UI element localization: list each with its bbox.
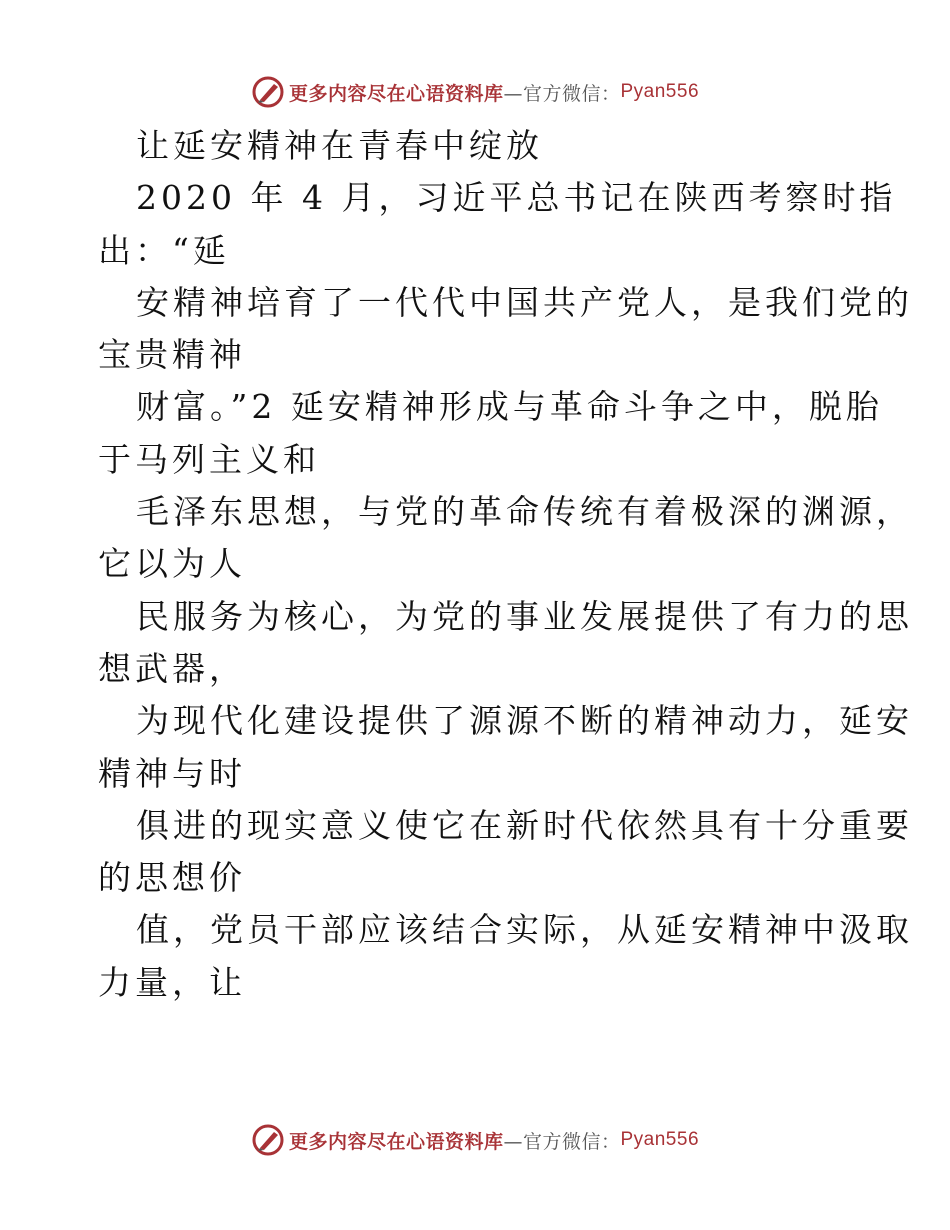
- watermark-separator-text: —官方微信：: [503, 82, 621, 105]
- watermark-main-text: 更多内容尽在心语资料库: [288, 82, 504, 105]
- watermark-account-text: Pyan556: [620, 1129, 700, 1150]
- text-line: 值，党员干部应该结合实际，从延安精神中汲取: [136, 910, 913, 950]
- text-line: 毛泽东思想，与党的革命传统有着极深的渊源，: [136, 492, 913, 532]
- footer-watermark: [0, 1120, 950, 1160]
- text-line: 为现代化建设提供了源源不断的精神动力，延安: [136, 701, 913, 741]
- text-line: 财富。”2 延安精神形成与革命斗争之中，脱胎: [136, 387, 883, 427]
- text-line: 的思想价: [98, 858, 246, 898]
- text-line: 精神与时: [98, 753, 246, 793]
- pen-logo-icon: [251, 75, 285, 109]
- text-line: 2020 年 4 月，习近平总书记在陕西考察时指: [136, 178, 897, 218]
- text-line: 宝贵精神: [98, 335, 246, 375]
- text-line: 安精神培育了一代代中国共产党人，是我们党的: [136, 282, 913, 322]
- document-body: [98, 120, 913, 1009]
- text-line: 出：“延: [98, 230, 230, 270]
- watermark-separator-text: —官方微信：: [503, 1130, 621, 1153]
- text-line: 想武器，: [98, 648, 246, 688]
- watermark-main-text: 更多内容尽在心语资料库: [288, 1130, 504, 1153]
- text-line: 力量，让: [98, 962, 246, 1002]
- header-watermark: [0, 72, 950, 112]
- document-title: 让延安精神在青春中绽放: [136, 126, 543, 165]
- pen-logo-icon: [251, 1123, 285, 1157]
- text-line: 于马列主义和: [98, 439, 320, 479]
- watermark-account-text: Pyan556: [620, 81, 700, 102]
- text-line: 民服务为核心，为党的事业发展提供了有力的思: [136, 596, 913, 636]
- text-line: 俱进的现实意义使它在新时代依然具有十分重要: [136, 805, 913, 845]
- text-line: 它以为人: [98, 544, 246, 584]
